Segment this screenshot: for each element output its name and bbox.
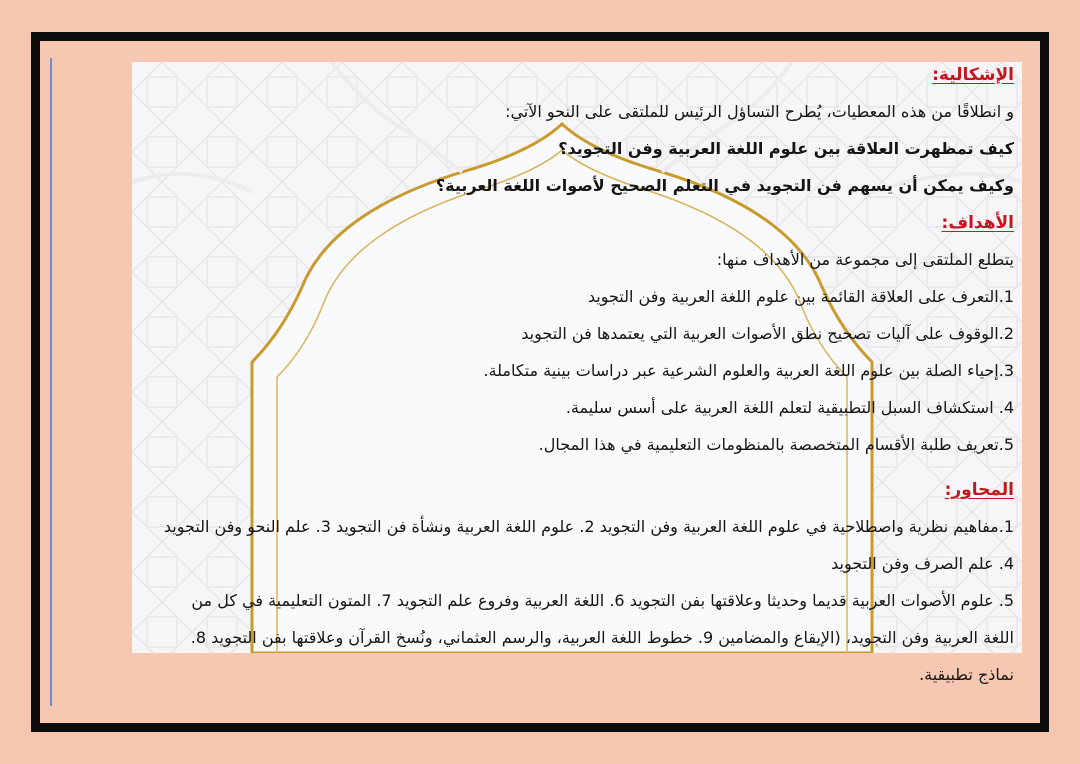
objective-item: 4. استكشاف السبل التطبيقية لتعلم اللغة العربية على أسس سليمة. <box>565 398 1014 417</box>
document-frame <box>31 32 1049 732</box>
heading-objectives: الأهداف: <box>941 213 1014 233</box>
problem-line: و انطلاقًا من هذه المعطيات، يُطرح التساؤل الرئيس للملتقى على النحو الآتي: <box>505 102 1014 121</box>
problem-question: كيف تمظهرت العلاقة بين علوم اللغة العربية وفن التجويد؟ <box>558 139 1014 158</box>
axes-line: 4. علم الصرف وفن التجويد <box>831 554 1014 573</box>
objective-item: 1.التعرف على العلاقة القائمة بين علوم اللغة العربية وفن التجويد <box>587 287 1014 306</box>
axes-line: 5. علوم الأصوات العربية قديما وحديثا وعلاقتها بفن التجويد 6. اللغة العربية وفروع علم التجويد 7. المتون التعليمية في كل من <box>191 591 1014 610</box>
axes-line: 1.مفاهيم نظرية واصطلاحية في علوم اللغة العربية وفن التجويد 2. علوم اللغة العربية ونشأة فن التجويد 3. علم النحو وفن التجويد <box>163 517 1014 536</box>
objective-item: 3.إحياء الصلة بين علوم اللغة العربية والعلوم الشرعية عبر دراسات بينية متكاملة. <box>483 361 1014 380</box>
objective-item: 2.الوقوف على آليات تصحيح نطق الأصوات العربية التي يعتمدها فن التجويد <box>521 324 1014 343</box>
axes-line: نماذج تطبيقية. <box>919 665 1014 684</box>
objective-item: 5.تعريف طلبة الأقسام المتخصصة بالمنظومات التعليمية في هذا المجال. <box>538 435 1014 454</box>
heading-axes: المحاور: <box>944 480 1014 500</box>
axes-line: اللغة العربية وفن التجويد، (الإيقاع والمضامين 9. خطوط اللغة العربية، والرسم العثماني، ونُسخ القرآن وعلاقتها بفن التجويد 8. <box>190 628 1014 647</box>
margin-rule <box>50 58 52 706</box>
objectives-intro: يتطلع الملتقى إلى مجموعة من الأهداف منها: <box>716 250 1014 269</box>
problem-question: وكيف يمكن أن يسهم فن التجويد في التعلم الصحيح لأصوات اللغة العربية؟ <box>435 176 1014 195</box>
heading-problem: الإشكالية: <box>932 65 1014 85</box>
document-text <box>31 64 1014 694</box>
